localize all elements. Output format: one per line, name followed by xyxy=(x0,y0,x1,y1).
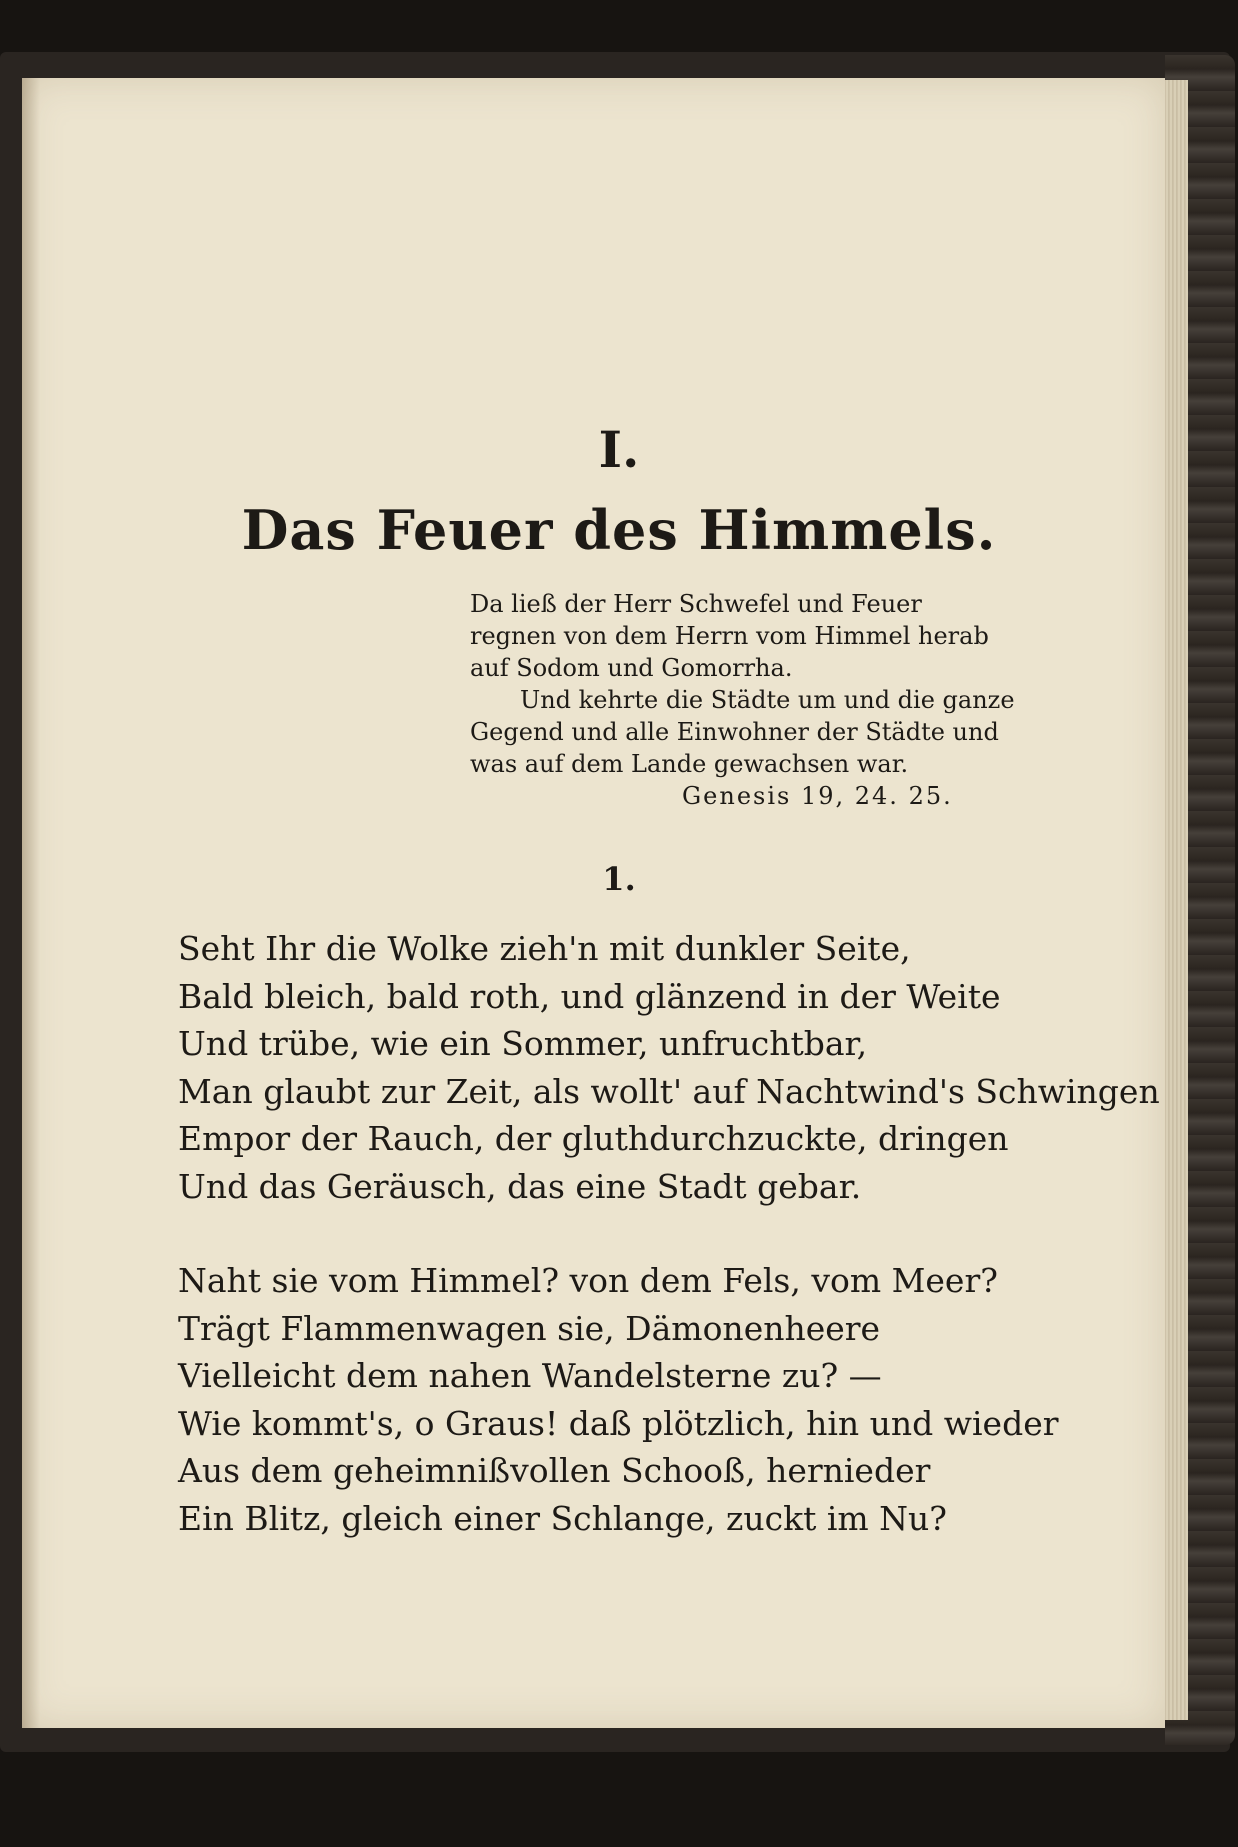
poem-line: Und trübe, wie ein Sommer, unfruchtbar, xyxy=(178,1024,868,1063)
poem-line: Naht sie vom Himmel? von dem Fels, vom Meer? xyxy=(178,1261,998,1300)
poem-line: Vielleicht dem nahen Wandelsterne zu? — xyxy=(178,1356,882,1395)
poem-stanza xyxy=(178,925,1160,1210)
poem-line: Bald bleich, bald roth, und glänzend in der Weite xyxy=(178,976,1001,1016)
poem-line: Und das Geräusch, das eine Stadt gebar. xyxy=(178,1166,862,1206)
epigraph-reference: Genesis 19, 24. 25. xyxy=(682,782,953,810)
epigraph-line: regnen von dem Herrn vom Himmel herab xyxy=(470,622,989,650)
poem-line: Seht Ihr die Wolke zieh'n mit dunkler Seite, xyxy=(178,929,911,968)
poem-line: Aus dem geheimnißvollen Schooß, hernieder xyxy=(178,1451,931,1490)
section-number: 1. xyxy=(602,860,636,898)
gutter-shadow xyxy=(22,78,40,1728)
epigraph-line: auf Sodom und Gomorrha. xyxy=(470,654,793,682)
poem-line: Trägt Flammenwagen sie, Dämonenheere xyxy=(178,1308,881,1348)
poem-line: Wie kommt's, o Graus! daß plötzlich, hin und wieder xyxy=(178,1403,1059,1443)
poem-line: Ein Blitz, gleich einer Schlange, zuckt im Nu? xyxy=(178,1498,947,1538)
chapter-numeral: I. xyxy=(598,420,640,479)
epigraph-line: Da ließ der Herr Schwefel und Feuer xyxy=(470,590,922,618)
epigraph-line: Und kehrte die Städte um und die ganze xyxy=(520,686,1015,714)
poem-line: Man glaubt zur Zeit, als wollt' auf Nachtwind's Schwingen xyxy=(178,1071,1160,1111)
poem-line: Empor der Rauch, der gluthdurchzuckte, dringen xyxy=(178,1119,1009,1158)
epigraph-line: Gegend und alle Einwohner der Städte und xyxy=(470,718,999,746)
chapter-title: Das Feuer des Himmels. xyxy=(241,498,997,562)
epigraph xyxy=(470,588,1015,812)
epigraph-line: was auf dem Lande gewachsen war. xyxy=(470,750,909,778)
poem-stanza xyxy=(178,1257,1059,1542)
